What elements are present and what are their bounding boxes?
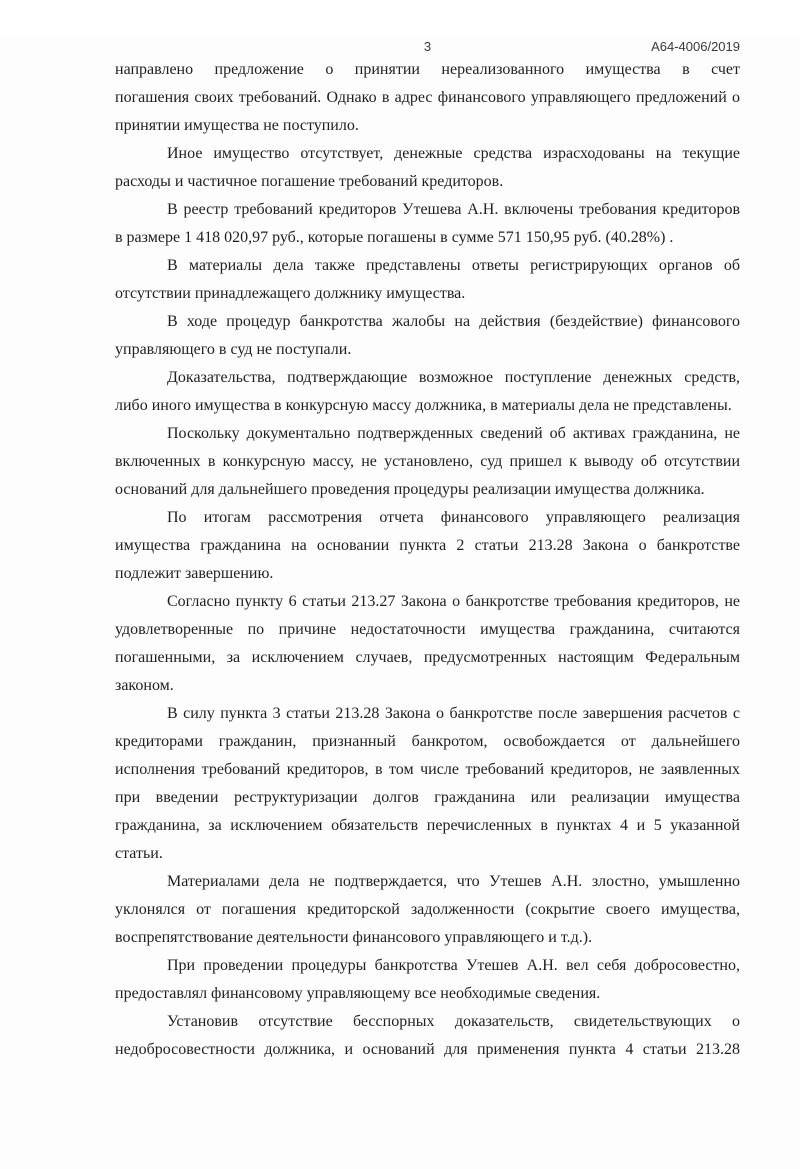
text-line: В материалы дела также представлены ответы регистрирующих органов об (167, 257, 740, 274)
text-line: направлено предложение о принятии нереализованного имущества в счет (115, 61, 740, 78)
text-line: включенных в конкурсную массу, не установлено, суд пришел к выводу об отсутствии (115, 453, 740, 470)
paragraph (115, 420, 740, 504)
page-header (115, 38, 740, 56)
text-line: Материалами дела не подтверждается, что Утешев А.Н. злостно, умышленно (167, 873, 740, 890)
document-page (0, 38, 800, 1169)
text-line: оснований для дальнейшего проведения процедуры реализации имущества должника. (115, 481, 705, 498)
page-number: 3 (423, 39, 432, 54)
text-line: По итогам рассмотрения отчета финансового управляющего реализация (167, 509, 740, 526)
text-line: В реестр требований кредиторов Утешева А.Н. включены требования кредиторов (167, 201, 740, 218)
text-line: законом. (115, 677, 174, 694)
text-line: погашения своих требований. Однако в адрес финансового управляющего предложений о (115, 89, 740, 106)
paragraph (115, 56, 740, 140)
text-line: Установив отсутствие бесспорных доказательств, свидетельствующих о (167, 1013, 740, 1030)
text-line: Доказательства, подтверждающие возможное поступление денежных средств, (167, 369, 740, 386)
paragraph (115, 504, 740, 588)
text-line: уклонялся от погашения кредиторской задолженности (сокрытие своего имущества, (115, 901, 740, 918)
text-line: погашенными, за исключением случаев, предусмотренных настоящим Федеральным (115, 649, 740, 666)
text-line: Иное имущество отсутствует, денежные средства израсходованы на текущие (167, 145, 740, 162)
paragraph (115, 140, 740, 196)
text-line: В ходе процедур банкротства жалобы на действия (бездействие) финансового (167, 313, 740, 330)
text-line: управляющего в суд не поступали. (115, 341, 352, 358)
text-line: Согласно пункту 6 статьи 213.27 Закона о банкротстве требования кредиторов, не (167, 593, 740, 610)
text-line: При проведении процедуры банкротства Утешев А.Н. вел себя добросовестно, (167, 957, 740, 974)
text-line: гражданина, за исключением обязательств перечисленных в пунктах 4 и 5 указанной (115, 817, 740, 834)
text-line: статьи. (115, 845, 163, 862)
text-line: отсутствии принадлежащего должнику имущества. (115, 285, 466, 302)
text-line: принятии имущества не поступило. (115, 117, 359, 134)
text-line: либо иного имущества в конкурсную массу должника, в материалы дела не представлены. (115, 397, 732, 414)
paragraph (115, 308, 740, 364)
text-line: предоставлял финансовому управляющему все необходимые сведения. (115, 985, 601, 1002)
text-line: недобросовестности должника, и оснований для применения пункта 4 статьи 213.28 (115, 1041, 740, 1058)
text-line: в размере 1 418 020,97 руб., которые погашены в сумме 571 150,95 руб. (40.28%) . (115, 229, 674, 246)
text-line: подлежит завершению. (115, 565, 274, 582)
text-line: Поскольку документально подтвержденных сведений об активах гражданина, не (167, 425, 740, 442)
text-line: расходы и частичное погашение требований кредиторов. (115, 173, 504, 190)
paragraph (115, 252, 740, 308)
case-number: А64-4006/2019 (651, 39, 740, 54)
text-line: воспрепятствование деятельности финансового управляющего и т.д.). (115, 929, 593, 946)
paragraph (115, 588, 740, 700)
paragraph (115, 1008, 740, 1064)
paragraph (115, 196, 740, 252)
text-line: имущества гражданина на основании пункта 2 статьи 213.28 Закона о банкротстве (115, 537, 740, 554)
paragraph (115, 952, 740, 1008)
text-line: при введении реструктуризации долгов гражданина или реализации имущества (115, 789, 740, 806)
paragraph (115, 364, 740, 420)
text-line: исполнения требований кредиторов, в том числе требований кредиторов, не заявленных (115, 761, 740, 778)
text-line: В силу пункта 3 статьи 213.28 Закона о банкротстве после завершения расчетов с (167, 705, 740, 722)
text-line: удовлетворенные по причине недостаточности имущества гражданина, считаются (115, 621, 740, 638)
document-body (115, 56, 740, 1064)
paragraph (115, 868, 740, 952)
text-line: кредиторами гражданин, признанный банкротом, освобождается от дальнейшего (115, 733, 740, 750)
paragraph (115, 700, 740, 868)
